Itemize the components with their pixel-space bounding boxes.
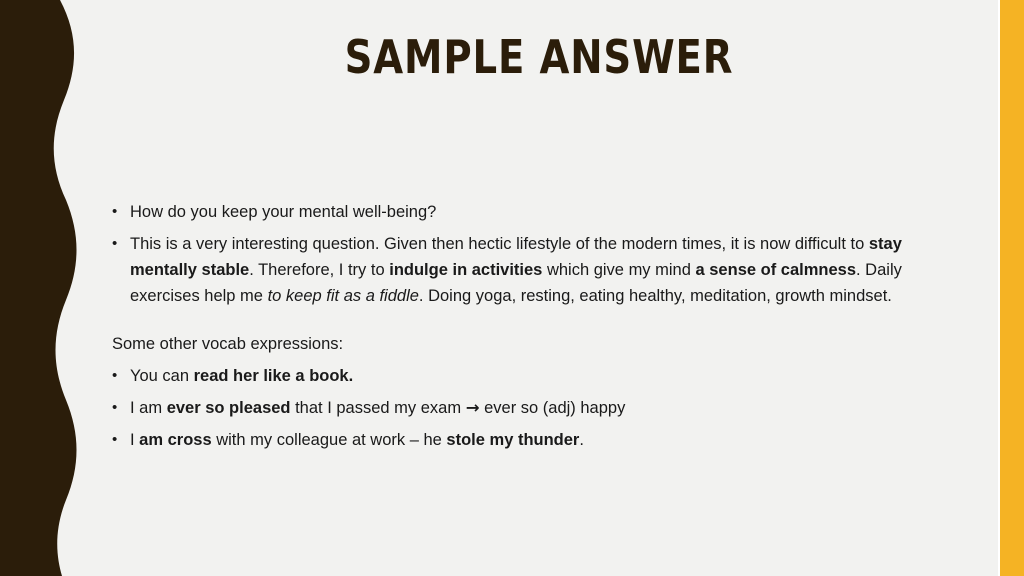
vocab-1-text: You can: [130, 367, 194, 385]
answer-bold-2: indulge in activities: [389, 261, 543, 279]
arrow-right-icon: →: [465, 398, 480, 417]
answer-bold-3: a sense of calmness: [695, 261, 857, 279]
slide-title: SAMPLE ANSWER: [344, 30, 734, 84]
question-text: How do you keep your mental well-being?: [130, 203, 437, 221]
answer-bold-1: stay mentally stable: [130, 235, 902, 279]
right-accent-bar: [1000, 0, 1024, 576]
vocab-item-1: [112, 363, 932, 389]
answer-text-4: . Daily exercises help me: [130, 261, 902, 305]
vocab-3-text-1: I: [130, 431, 140, 449]
slide-content: [112, 199, 932, 459]
vocab-2-text-1: I am: [130, 399, 167, 417]
vocab-3-bold-2: stole my thunder: [446, 431, 580, 449]
vocab-item-3: [112, 427, 932, 453]
answer-text-1: This is a very interesting question. Given then hectic lifestyle of the modern times, it is now difficult to: [130, 235, 869, 253]
vocab-2-text-3: ever so (adj) happy: [479, 399, 626, 417]
vocab-2-bold: ever so pleased: [166, 399, 291, 417]
vocab-3-bold-1: am cross: [139, 431, 212, 449]
question-bullet: [112, 199, 932, 225]
answer-text-3: which give my mind: [542, 261, 696, 279]
vocab-item-2: [112, 395, 932, 421]
vocab-heading: Some other vocab expressions:: [112, 335, 344, 353]
answer-bullet: [112, 231, 932, 309]
answer-text-2: . Therefore, I try to: [249, 261, 390, 279]
vocab-3-text-2: with my colleague at work – he: [211, 431, 447, 449]
vocab-1-bold: read her like a book.: [193, 367, 354, 385]
answer-italic-1: to keep fit as a fiddle: [267, 287, 419, 305]
vocab-2-text-2: that I passed my exam: [290, 399, 466, 417]
wavy-left-band: [0, 0, 80, 576]
answer-text-5: . Doing yoga, resting, eating healthy, meditation, growth mindset.: [418, 287, 892, 305]
vocab-3-text-3: .: [579, 431, 584, 449]
